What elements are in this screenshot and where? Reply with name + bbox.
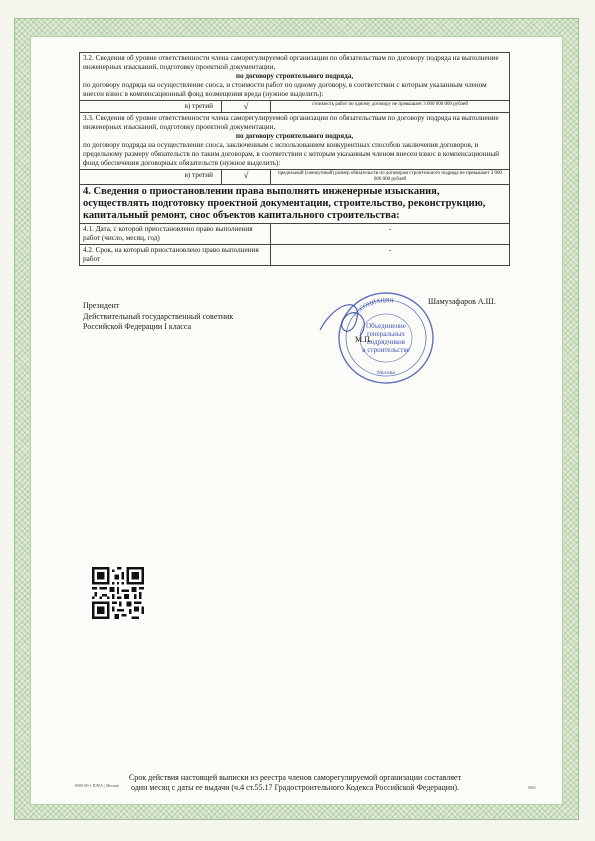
- signatory-rank-2: Российской Федерации I класса: [83, 322, 192, 331]
- section-3-2-level: в) третий: [80, 101, 222, 113]
- section-3-2-level-row: [80, 101, 510, 113]
- info-table: [79, 52, 510, 266]
- section-3-3-level: в) третий: [80, 170, 222, 185]
- validity-note-line-2: один месяц с даты ее выдачи (ч.4 ст.55.17 Градостроительного Кодекса Российской Федерации).: [130, 783, 460, 792]
- organization-stamp: [316, 290, 438, 386]
- stamp-city: Москва: [377, 370, 395, 376]
- section-3-3-title: 3.3. Сведения об уровне ответственности члена саморегулируемой организации по обязательствам по договору подряда на выполнение инженерных изысканий, подготовку проектной документации,: [83, 114, 499, 131]
- form-code: 0000-00-1 ПЛ0А | Москва: [75, 783, 119, 788]
- section-4-2-value: -: [271, 245, 510, 266]
- section-3-2-description-row: [80, 53, 510, 101]
- section-3-3-text: по договору подряда на осуществление сноса, заключенным с использованием конкурентных способов заключения договоров, и предельному размеру обязательств по таким договорам, в соответствии с которым указанным членом внесен взнос в компенсационный фонд обеспечения договорных обязательств (нужное выделить):: [83, 141, 500, 167]
- validity-note-line-1: Срок действия настоящей выписки из реестра членов саморегулируемой организации составляет: [128, 773, 462, 782]
- section-3-3-note: предельный (совокупный) размер обязательств по договорам строительного подряда не превышает 3 000 000 000 рублей: [271, 170, 510, 185]
- section-3-2-note: стоимость работ по одному договору не превышает 3 000 000 000 рублей: [271, 101, 510, 113]
- section-3-3-description-row: [80, 113, 510, 170]
- section-4-2-row: [80, 245, 510, 266]
- stamp-ring-text: АССОЦИАЦИЯ: [352, 297, 394, 318]
- seal-placeholder: М.П.: [355, 335, 372, 344]
- section-4-2-label: 4.2. Срок, на который приостановлено право выполнения работ: [80, 245, 271, 266]
- section-4-heading-row: [80, 185, 510, 224]
- section-3-3-check: √: [222, 170, 271, 185]
- signatory-block: [83, 301, 233, 333]
- qr-code: [92, 567, 144, 619]
- validity-note: [95, 773, 495, 793]
- section-4-1-value: -: [271, 224, 510, 245]
- stamp-line-4: в строительстве: [362, 346, 410, 354]
- stamp-line-1: Объединение: [366, 322, 406, 330]
- form-number: 0001: [528, 785, 536, 790]
- signatory-rank-1: Действительный государственный советник: [83, 311, 234, 321]
- stamp-line-2: генеральных: [366, 330, 406, 338]
- section-4-heading: 4. Сведения о приостановлении права выполнять инженерные изыскания, осуществлять подготовку проектной документации, строительство, реконструкцию, капитальный ремонт, снос объектов капитального строительства:: [80, 185, 510, 224]
- stamp-line-3: подрядчиков: [366, 338, 406, 346]
- section-3-2-text: по договору подряда на осуществление сноса, и стоимости работ по одному договору, в соответствии с которым указанным членом внесен взнос в компенсационный фонд возмещения вреда (нужное выделить):: [83, 81, 487, 98]
- section-3-2-check: √: [222, 101, 271, 113]
- section-4-1-label: 4.1. Дата, с которой приостановлено право выполнения работ (число, месяц, год): [80, 224, 271, 245]
- section-3-2-bold: по договору строительного подряда,: [235, 72, 354, 80]
- section-3-2-title: 3.2. Сведения об уровне ответственности члена саморегулируемой организации по обязательствам по договору подряда на выполнение инженерных изысканий, подготовку проектной документации,: [83, 54, 499, 71]
- signatory-name: Шамузафаров А.Ш.: [428, 297, 496, 306]
- section-3-3-level-row: [80, 170, 510, 185]
- section-3-3-bold: по договору строительного подряда,: [235, 132, 354, 140]
- signatory-position: Президент: [83, 301, 120, 310]
- section-4-1-row: [80, 224, 510, 245]
